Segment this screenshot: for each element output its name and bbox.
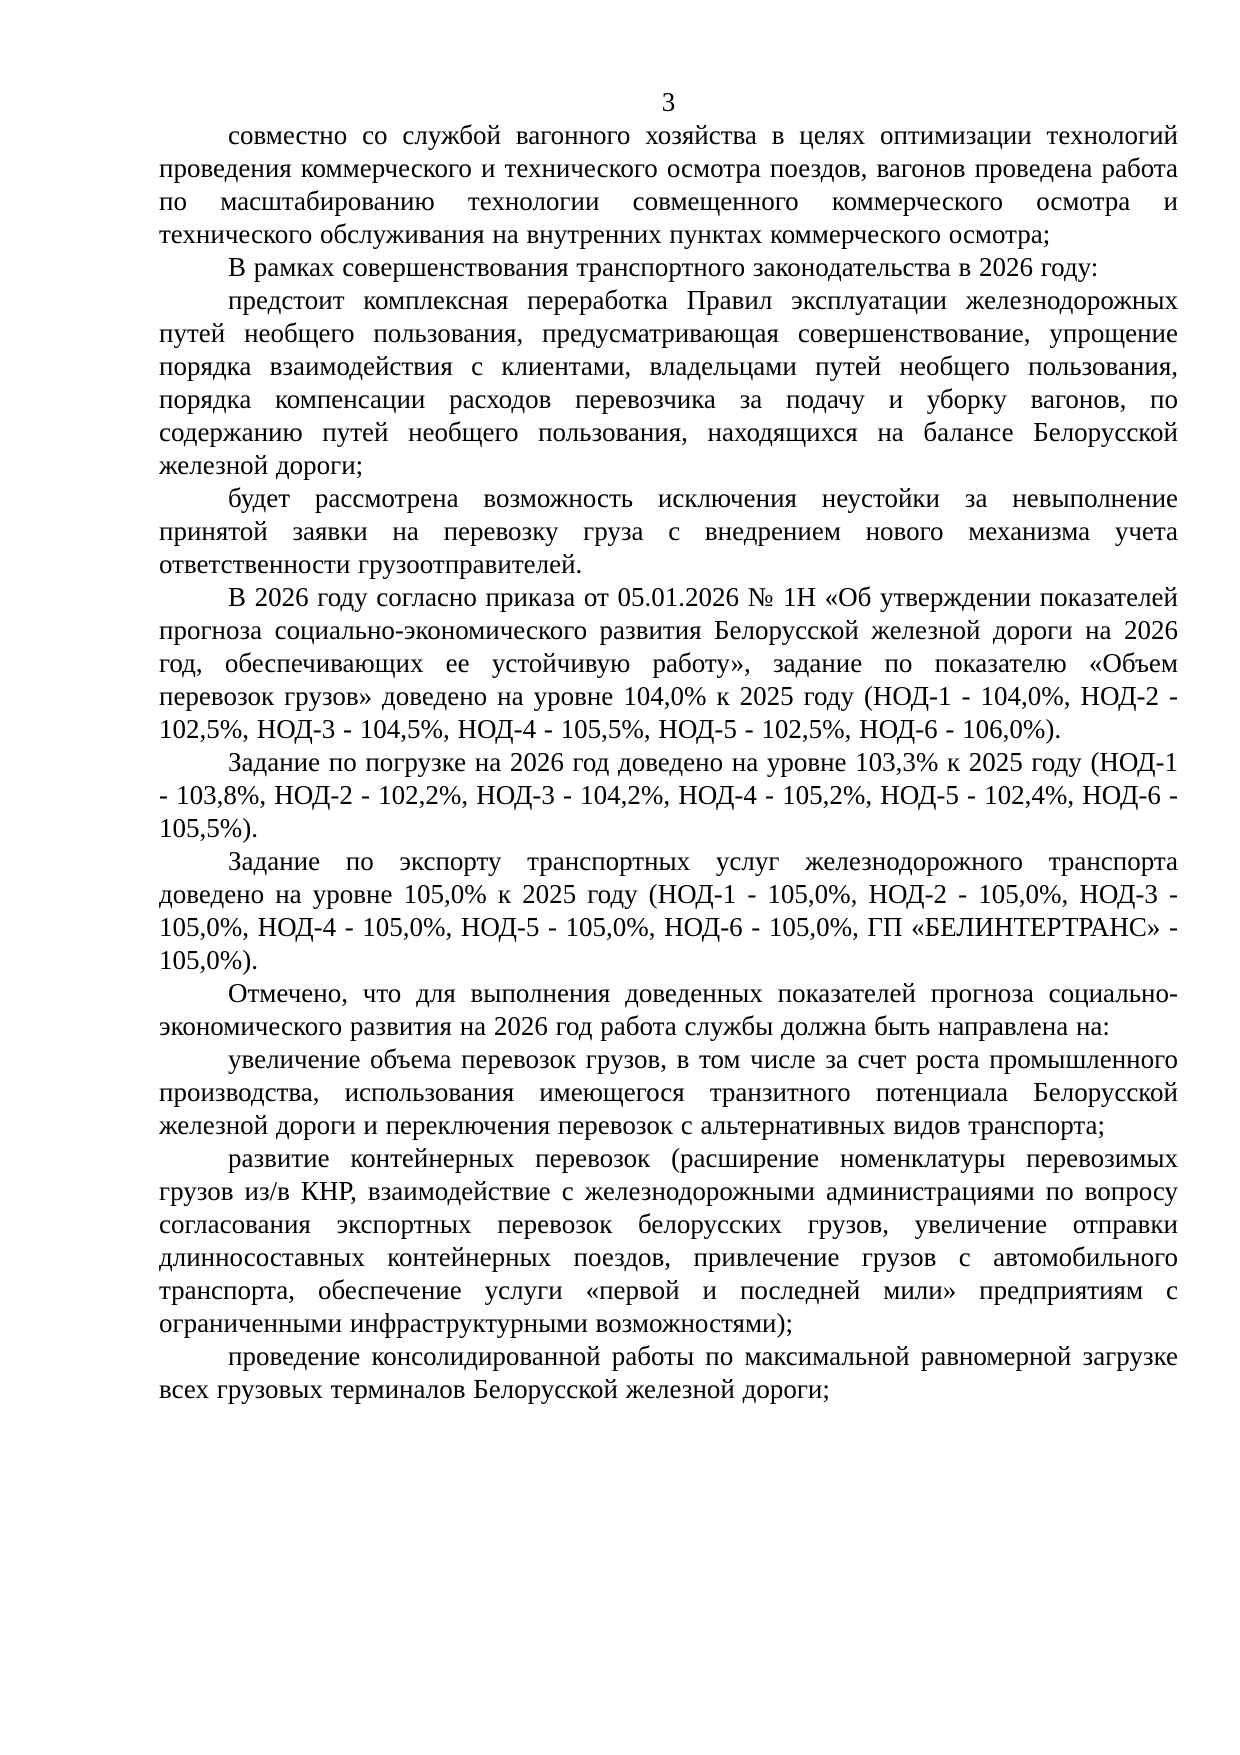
paragraph: предстоит комплексная переработка Правил эксплуатации железнодорожных путей необщего пользования, предусматривающая совершенствование, упрощение порядка взаимодействия с клиентами, владельцами путей необщего пользования, порядка компенсации расходов перевозчика за подачу и уборку вагонов, по содержанию путей необщего пользования, находящихся на балансе Белорусской железной дороги;: [159, 285, 1178, 480]
paragraph: будет рассмотрена возможность исключения неустойки за невыполнение принятой заявки на перевозку груза с внедрением нового механизма учета ответственности грузоотправителей.: [159, 483, 1178, 579]
page-number: 3: [661, 87, 676, 117]
paragraph: Задание по погрузке на 2026 год доведено на уровне 103,3% к 2025 году (НОД-1 - 103,8%, НОД-2 - 102,2%, НОД-3 - 104,2%, НОД-4 - 105,2%, НОД-5 - 102,4%, НОД-6 - 105,5%).: [159, 747, 1178, 843]
paragraph: Отмечено, что для выполнения доведенных показателей прогноза социально-экономического развития на 2026 год работа службы должна быть направлена на:: [159, 978, 1178, 1041]
paragraph: развитие контейнерных перевозок (расширение номенклатуры перевозимых грузов из/в КНР, взаимодействие с железнодорожными администрациями по вопросу согласования экспортных перевозок белорусских грузов, увеличение отправки длинносоставных контейнерных поездов, привлечение грузов с автомобильного транспорта, обеспечение услуги «первой и последней мили» предприятиям с ограниченными инфраструктурными возможностями);: [159, 1143, 1178, 1338]
paragraph: В рамках совершенствования транспортного законодательства в 2026 году:: [228, 252, 1099, 282]
paragraph: совместно со службой вагонного хозяйства в целях оптимизации технологий проведения коммерческого и технического осмотра поездов, вагонов проведена работа по масштабированию технологии совмещенного коммерческого осмотра и технического обслуживания на внутренних пунктах коммерческого осмотра;: [159, 120, 1178, 249]
paragraph: Задание по экспорту транспортных услуг железнодорожного транспорта доведено на уровне 105,0% к 2025 году (НОД-1 - 105,0%, НОД-2 - 105,0%, НОД-3 - 105,0%, НОД-4 - 105,0%, НОД-5 - 105,0%, НОД-6 - 105,0%, ГП «БЕЛИНТЕРТРАНС» - 105,0%).: [159, 846, 1178, 975]
paragraph: В 2026 году согласно приказа от 05.01.2026 № 1Н «Об утверждении показателей прогноза социально-экономического развития Белорусской железной дороги на 2026 год, обеспечивающих ее устойчивую работу», задание по показателю «Объем перевозок грузов» доведено на уровне 104,0% к 2025 году (НОД-1 - 104,0%, НОД-2 - 102,5%, НОД-3 - 104,5%, НОД-4 - 105,5%, НОД-5 - 102,5%, НОД-6 - 106,0%).: [159, 582, 1178, 744]
paragraph: проведение консолидированной работы по максимальной равномерной загрузке всех грузовых терминалов Белорусской железной дороги;: [159, 1341, 1178, 1404]
paragraph: увеличение объема перевозок грузов, в том числе за счет роста промышленного производства, использования имеющегося транзитного потенциала Белорусской железной дороги и переключения перевозок с альтернативных видов транспорта;: [159, 1044, 1178, 1140]
document-body: [159, 119, 1178, 1406]
